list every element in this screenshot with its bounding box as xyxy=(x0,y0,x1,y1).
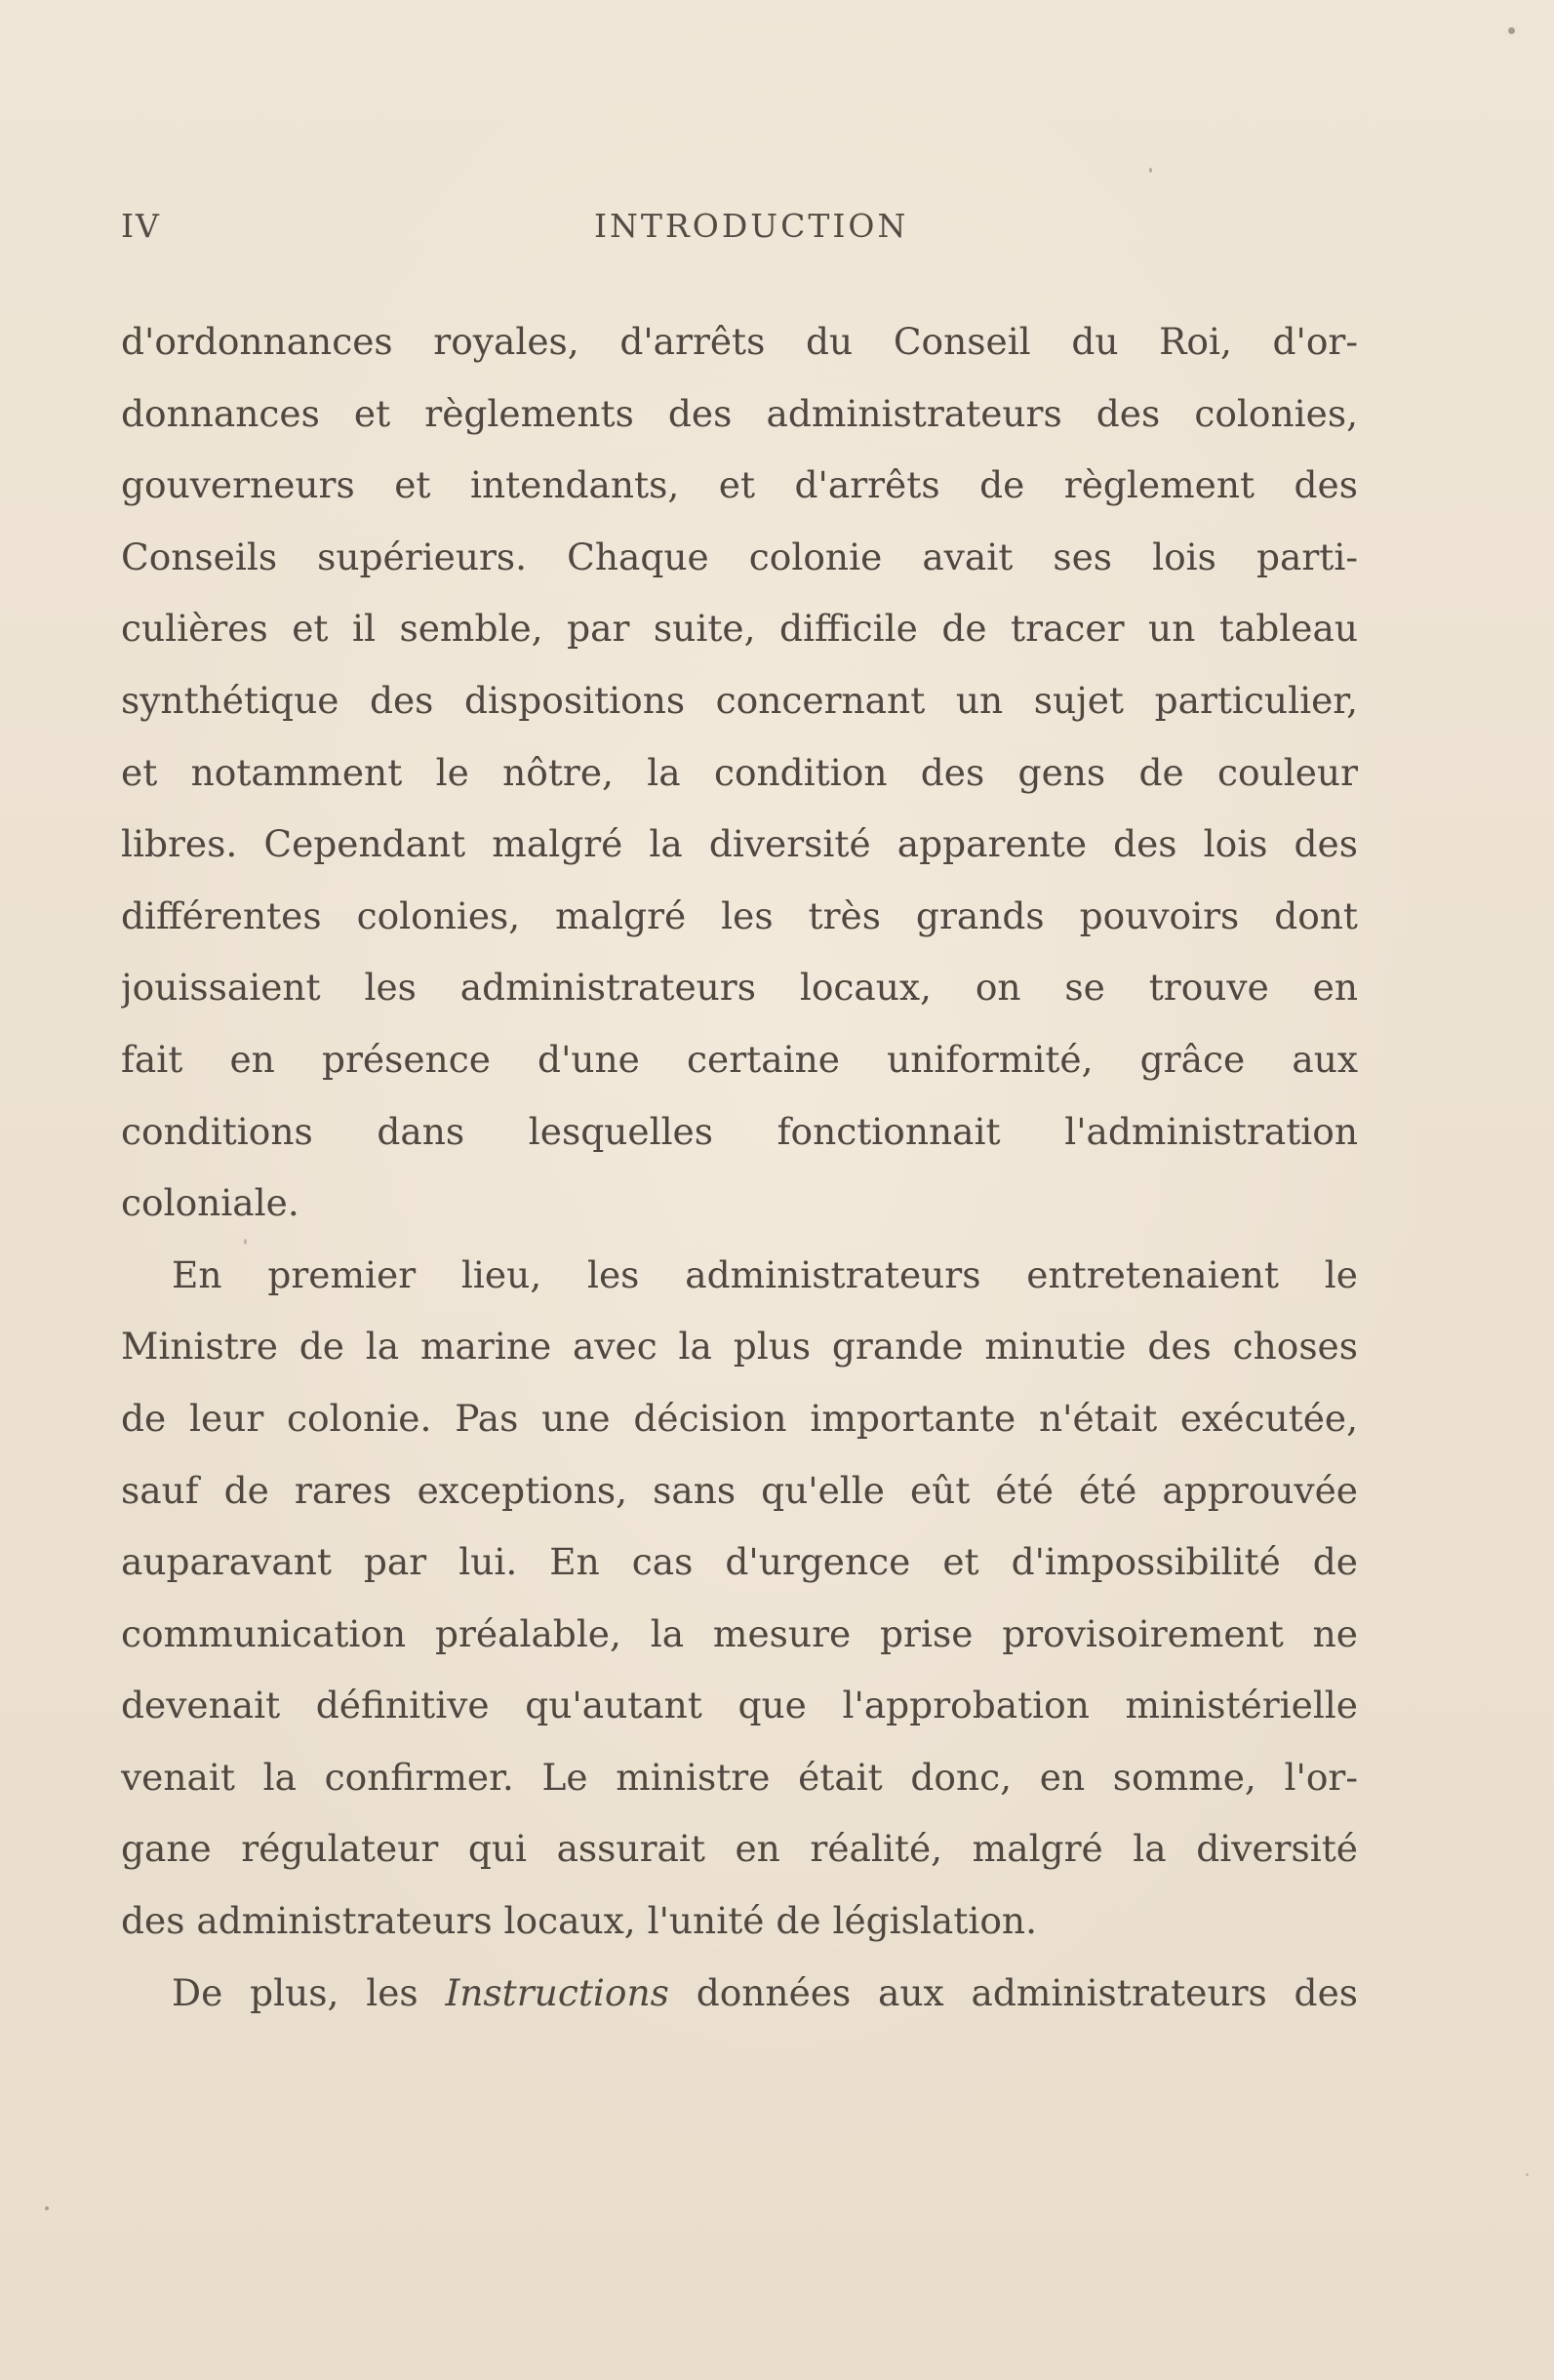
paper-speck xyxy=(1149,168,1152,173)
running-title: INTRODUCTION xyxy=(594,207,909,245)
page-number: IV xyxy=(121,207,161,245)
paper-speck xyxy=(45,2206,49,2210)
text-line: gane régulateur qui assurait en réalité, malgré la diversité xyxy=(121,1827,1358,1871)
text-line: libres. Cependant malgré la diversité apparente des lois des xyxy=(121,822,1358,866)
text-line: venait la confirmer. Le ministre était donc, en somme, l'or- xyxy=(121,1755,1358,1799)
text-line: conditions dans lesquelles fonctionnait l'administration xyxy=(121,1109,1358,1153)
paper-speck xyxy=(244,1239,247,1245)
text-line: communication préalable, la mesure prise provisoirement ne xyxy=(121,1611,1358,1655)
body-text xyxy=(121,306,1358,2029)
text-line: synthétique des dispositions concernant un sujet particulier, xyxy=(121,678,1358,722)
running-head xyxy=(121,207,1358,256)
text-fragment: données aux administrateurs des xyxy=(668,1970,1358,2014)
text-line: donnances et règlements des administrateurs des colonies, xyxy=(121,391,1358,435)
text-line: jouissaient les administrateurs locaux, on se trouve en xyxy=(121,966,1358,1010)
paper-speck xyxy=(1508,27,1515,34)
text-line: Conseils supérieurs. Chaque colonie avait ses lois parti- xyxy=(121,535,1358,578)
paper-speck xyxy=(1526,2173,1529,2176)
text-line: En premier lieu, les administrateurs entretenaient le xyxy=(172,1252,1358,1296)
text-line: différentes colonies, malgré les très grands pouvoirs dont xyxy=(121,893,1358,937)
text-line: fait en présence d'une certaine uniformité, grâce aux xyxy=(121,1037,1358,1081)
text-line: devenait définitive qu'autant que l'approbation ministérielle xyxy=(121,1684,1358,1727)
text-line: d'ordonnances royales, d'arrêts du Conseil du Roi, d'or- xyxy=(121,320,1358,363)
text-line: culières et il semble, par suite, difficile de tracer un tableau xyxy=(121,607,1358,651)
text-line xyxy=(121,1958,1358,2030)
text-line: coloniale. xyxy=(121,1181,299,1225)
text-line: et notamment le nôtre, la condition des gens de couleur xyxy=(121,750,1358,794)
text-fragment: De plus, les xyxy=(172,1970,446,2014)
italic-term: Instructions xyxy=(445,1970,669,2014)
text-line: des administrateurs locaux, l'unité de législation. xyxy=(121,1899,1037,1943)
text-line: de leur colonie. Pas une décision importante n'était exécutée, xyxy=(121,1396,1358,1440)
text-line: Ministre de la marine avec la plus grande minutie des choses xyxy=(121,1325,1358,1368)
text-line: sauf de rares exceptions, sans qu'elle eût été été approuvée xyxy=(121,1468,1358,1512)
text-line: gouverneurs et intendants, et d'arrêts de règlement des xyxy=(121,463,1358,507)
text-line: auparavant par lui. En cas d'urgence et d'impossibilité de xyxy=(121,1540,1358,1584)
